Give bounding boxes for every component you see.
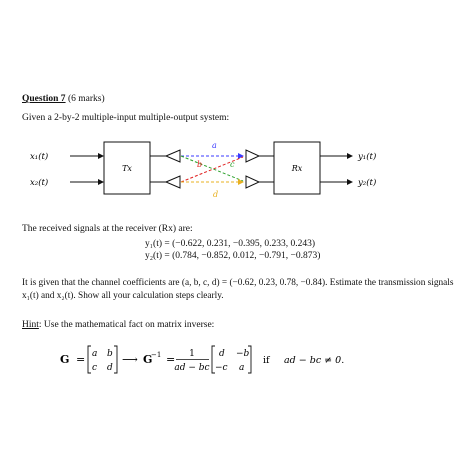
hint-label: Hint (22, 320, 39, 330)
matrix-g-d: d (107, 363, 113, 373)
hint-text: : Use the mathematical fact on matrix inverse: (38, 320, 215, 330)
equation-y2: y₂(t) = (0.784, −0.852, 0.012, −0.791, −0.873) (145, 251, 321, 261)
output-label-y1: y₁(t) (358, 152, 377, 162)
matrix-inv-d: d (219, 349, 225, 359)
channel-label-d: d (213, 190, 219, 199)
matrix-inv-minus-b: −b (236, 349, 250, 359)
formula-equals: = (76, 353, 86, 366)
matrix-g-right-bracket (114, 346, 117, 373)
fraction-numerator: 1 (189, 349, 195, 359)
formula-G-inverse: G (143, 353, 153, 366)
formula-condition: ad − bc ≠ 0. (284, 355, 345, 366)
output-label-y2: y₂(t) (358, 178, 377, 188)
matrix-g-b: b (107, 349, 113, 359)
equation-y1: y₁(t) = (−0.622, 0.231, −0.395, 0.233, 0.243) (145, 239, 316, 249)
fraction-denominator: ad − bc (174, 363, 210, 373)
formula-equals-2: = (166, 353, 176, 366)
channel-label-c: c (230, 160, 235, 169)
channel-label-a: a (212, 141, 217, 150)
tx-label: Tx (122, 164, 132, 173)
channel-label-b: b (197, 160, 203, 169)
input-label-x2: x₂(t) (30, 178, 49, 188)
task-line-2: x₁(t) and x₂(t). Show all your calculation steps clearly. (22, 291, 224, 301)
question-label: Question 7 (22, 94, 66, 104)
task-line-1: It is given that the channel coefficients are (a, b, c, d) = (−0.62, 0.23, 0.78, −0.84). Estimate the transmission signals (22, 278, 454, 288)
formula-arrow: ⟶ (122, 353, 138, 366)
rx-label: Rx (291, 164, 303, 173)
formula-inverse-exponent: −1 (151, 351, 162, 359)
matrix-inv-a: a (239, 363, 245, 373)
question-intro: Given a 2-by-2 multiple-input multiple-output system: (22, 113, 230, 123)
matrix-g-a: a (92, 349, 98, 359)
matrix-g-left-bracket (88, 346, 91, 373)
question-marks: (6 marks) (65, 94, 105, 104)
input-label-x1: x₁(t) (30, 152, 49, 162)
formula-G: G (60, 353, 70, 366)
matrix-inv-minus-c: −c (215, 363, 228, 373)
formula-if: if (263, 355, 270, 366)
received-intro: The received signals at the receiver (Rx) are: (22, 224, 193, 234)
matrix-g-c: c (92, 363, 98, 373)
